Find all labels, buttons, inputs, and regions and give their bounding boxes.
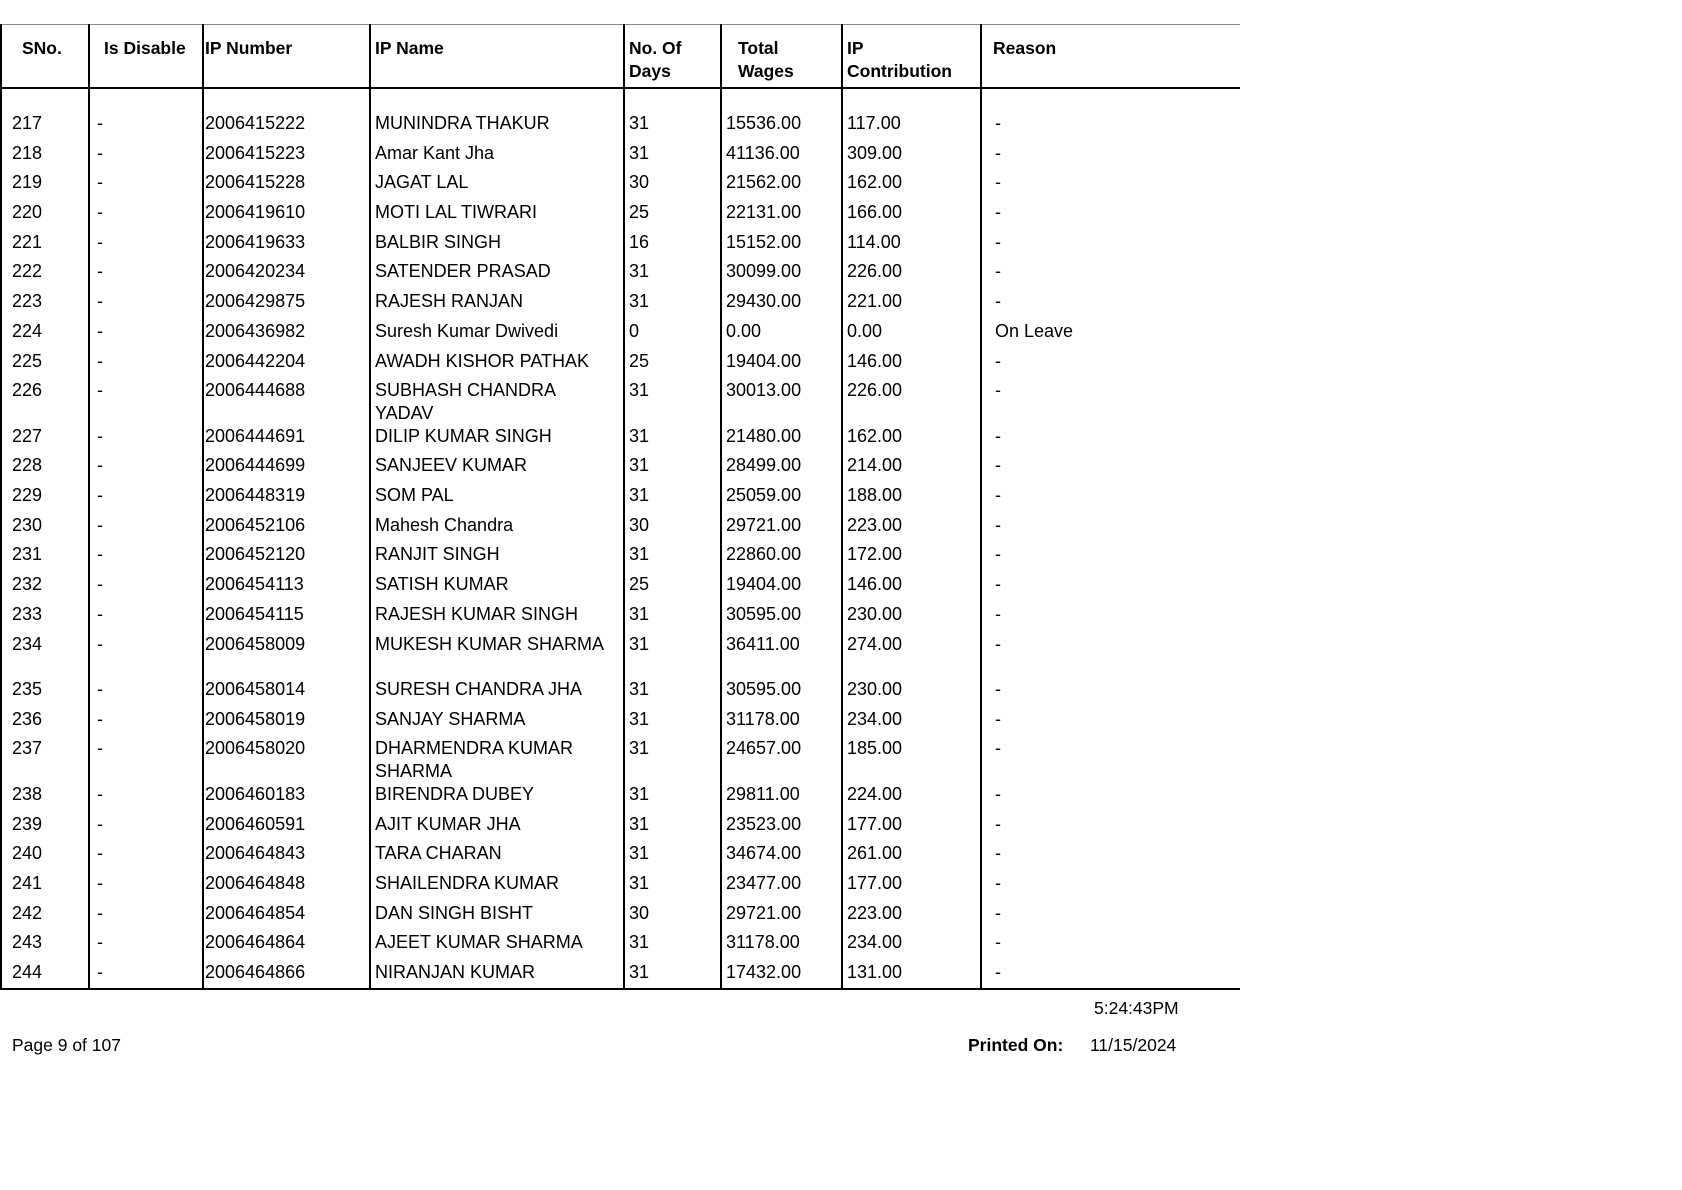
table-row [0, 164, 1240, 194]
column-header-line: Total [738, 38, 779, 58]
cell-is-disable: - [97, 380, 103, 401]
cell-days: 31 [629, 425, 650, 446]
table-row [0, 194, 1240, 224]
cell-sno: 233 [12, 603, 43, 624]
cell-days: 31 [629, 708, 650, 729]
cell-reason: - [995, 514, 1001, 535]
cell-is-disable: - [97, 425, 103, 446]
cell-wages: 28499.00 [726, 455, 802, 476]
cell-is-disable: - [97, 202, 103, 223]
column-header-line: IP Number [205, 38, 293, 58]
cell-is-disable: - [97, 261, 103, 282]
column-header-line: Contribution [847, 61, 952, 81]
cell-ip-number: 2006444699 [205, 455, 306, 476]
cell-days: 30 [629, 514, 650, 535]
cell-wages: 24657.00 [726, 738, 802, 759]
cell-wages: 23477.00 [726, 872, 802, 893]
cell-reason: - [995, 679, 1001, 699]
cell-reason: - [995, 113, 1001, 133]
cell-is-disable: - [97, 544, 103, 565]
cell-contribution: 234.00 [847, 708, 903, 729]
cell-is-disable: - [97, 603, 103, 624]
cell-sno: 220 [12, 202, 43, 223]
cell-reason: - [995, 544, 1001, 565]
cell-ip-number: 2006420234 [205, 261, 306, 282]
cell-days: 31 [629, 843, 650, 864]
cell-days: 31 [629, 455, 650, 476]
column-divider [841, 24, 843, 990]
table-row [0, 372, 1240, 423]
table-body [0, 89, 1240, 984]
cell-wages: 29811.00 [726, 783, 800, 804]
cell-ip-number: 2006415223 [205, 142, 306, 163]
cell-sno: 230 [12, 514, 43, 535]
cell-ip-number: 2006458014 [205, 679, 306, 699]
cell-days: 30 [629, 902, 650, 923]
cell-ip-name: MOTI LAL TIWRARI [375, 202, 538, 223]
table-row [0, 343, 1240, 373]
table-row [0, 954, 1240, 984]
cell-reason: - [995, 603, 1001, 624]
cell-sno: 237 [12, 738, 43, 759]
cell-sno: 242 [12, 902, 43, 923]
cell-sno: 241 [12, 872, 43, 893]
cell-is-disable: - [97, 142, 103, 163]
table-row [0, 835, 1240, 865]
cell-contribution: 162.00 [847, 425, 903, 446]
cell-contribution: 114.00 [847, 231, 901, 252]
cell-reason: - [995, 708, 1001, 729]
cell-sno: 229 [12, 485, 43, 506]
column-header-contribution [847, 25, 952, 87]
cell-days: 31 [629, 872, 650, 893]
cell-days: 31 [629, 380, 650, 401]
cell-sno: 227 [12, 425, 43, 446]
cell-days: 31 [629, 679, 650, 699]
cell-is-disable: - [97, 962, 103, 982]
cell-ip-number: 2006458020 [205, 738, 306, 759]
table-row [0, 283, 1240, 313]
cell-ip-name: DAN SINGH BISHT [375, 902, 534, 923]
cell-ip-number: 2006442204 [205, 350, 306, 371]
column-header-line: IP [847, 38, 864, 58]
cell-days: 31 [629, 603, 650, 624]
column-header-line: Is Disable [104, 38, 186, 58]
cell-ip-number: 2006454113 [205, 574, 304, 595]
cell-sno: 225 [12, 350, 43, 371]
cell-wages: 0.00 [726, 320, 762, 341]
cell-wages: 30595.00 [726, 679, 802, 699]
cell-ip-name: MUKESH KUMAR SHARMA [375, 633, 605, 654]
cell-ip-name: SHAILENDRA KUMAR [375, 872, 560, 893]
cell-ip-name: DILIP KUMAR SINGH [375, 425, 552, 446]
cell-wages: 21480.00 [726, 425, 802, 446]
cell-contribution: 146.00 [847, 350, 903, 371]
cell-contribution: 117.00 [847, 113, 901, 133]
cell-days: 31 [629, 932, 650, 953]
cell-reason: - [995, 425, 1001, 446]
cell-contribution: 188.00 [847, 485, 903, 506]
cell-sno: 235 [12, 679, 43, 699]
table-row [0, 135, 1240, 165]
cell-ip-number: 2006464866 [205, 962, 306, 982]
cell-is-disable: - [97, 679, 103, 699]
cell-ip-number: 2006454115 [205, 603, 304, 624]
table-row [0, 313, 1240, 343]
table-row [0, 566, 1240, 596]
table-row [0, 865, 1240, 895]
table-row [0, 418, 1240, 448]
cell-contribution: 221.00 [847, 291, 903, 312]
cell-contribution: 226.00 [847, 380, 903, 401]
cell-wages: 15536.00 [726, 113, 802, 133]
cell-days: 31 [629, 962, 650, 982]
cell-wages: 22860.00 [726, 544, 802, 565]
cell-ip-name: SURESH CHANDRA JHA [375, 679, 583, 699]
cell-ip-number: 2006458009 [205, 633, 306, 654]
cell-ip-number: 2006444691 [205, 425, 306, 446]
cell-days: 0 [629, 320, 640, 341]
cell-ip-number: 2006464843 [205, 843, 306, 864]
cell-wages: 29721.00 [726, 514, 802, 535]
cell-reason: - [995, 843, 1001, 864]
cell-reason: - [995, 738, 1001, 759]
cell-reason: - [995, 261, 1001, 282]
cell-is-disable: - [97, 291, 103, 312]
cell-is-disable: - [97, 574, 103, 595]
cell-sno: 219 [12, 172, 43, 193]
cell-ip-name: SOM PAL [375, 485, 454, 506]
table-row [0, 895, 1240, 925]
column-header-line: Reason [993, 38, 1057, 58]
cell-reason: - [995, 380, 1001, 401]
table-row [0, 447, 1240, 477]
cell-ip-number: 2006448319 [205, 485, 306, 506]
cell-is-disable: - [97, 843, 103, 864]
cell-reason: - [995, 202, 1001, 223]
cell-days: 30 [629, 172, 650, 193]
column-header-wages [738, 25, 794, 87]
cell-sno: 223 [12, 291, 43, 312]
cell-ip-name: AJIT KUMAR JHA [375, 813, 521, 834]
cell-sno: 226 [12, 380, 43, 401]
cell-contribution: 226.00 [847, 261, 903, 282]
cell-sno: 243 [12, 932, 43, 953]
cell-ip-name: NIRANJAN KUMAR [375, 962, 536, 982]
cell-ip-number: 2006458019 [205, 708, 306, 729]
cell-sno: 217 [12, 113, 43, 133]
cell-ip-number: 2006444688 [205, 380, 306, 401]
table-row [0, 924, 1240, 954]
cell-sno: 236 [12, 708, 43, 729]
cell-ip-name: BIRENDRA DUBEY [375, 783, 535, 804]
cell-wages: 15152.00 [726, 231, 802, 252]
cell-wages: 19404.00 [726, 574, 802, 595]
cell-ip-name: RAJESH KUMAR SINGH [375, 603, 579, 624]
cell-is-disable: - [97, 455, 103, 476]
cell-reason: - [995, 902, 1001, 923]
cell-wages: 34674.00 [726, 843, 802, 864]
column-header-is-disable [104, 25, 186, 87]
cell-is-disable: - [97, 872, 103, 893]
cell-wages: 19404.00 [726, 350, 802, 371]
column-divider [980, 24, 982, 990]
cell-contribution: 177.00 [847, 872, 903, 893]
cell-is-disable: - [97, 350, 103, 371]
cell-reason: - [995, 813, 1001, 834]
cell-sno: 234 [12, 633, 43, 654]
cell-ip-number: 2006452106 [205, 514, 306, 535]
column-header-ip-number [205, 25, 292, 87]
cell-sno: 244 [12, 962, 43, 982]
cell-wages: 30013.00 [726, 380, 802, 401]
cell-days: 25 [629, 350, 650, 371]
cell-sno: 240 [12, 843, 43, 864]
cell-contribution: 0.00 [847, 320, 883, 341]
cell-days: 31 [629, 291, 650, 312]
cell-is-disable: - [97, 320, 103, 341]
column-header-line: IP Name [375, 38, 444, 58]
cell-reason: - [995, 872, 1001, 893]
cell-contribution: 230.00 [847, 679, 903, 699]
cell-is-disable: - [97, 231, 103, 252]
table-row [0, 507, 1240, 537]
cell-days: 31 [629, 261, 650, 282]
cell-ip-name: Suresh Kumar Dwivedi [375, 320, 559, 341]
cell-reason: - [995, 783, 1001, 804]
cell-wages: 30099.00 [726, 261, 802, 282]
cell-ip-name: RANJIT SINGH [375, 544, 500, 565]
cell-ip-name: SATISH KUMAR [375, 574, 509, 595]
cell-ip-name: DHARMENDRA KUMAR SHARMA [375, 738, 574, 781]
cell-wages: 41136.00 [726, 142, 800, 163]
cell-days: 31 [629, 633, 650, 654]
cell-reason: - [995, 142, 1001, 163]
column-header-line: Wages [738, 61, 794, 81]
column-divider [623, 24, 625, 990]
cell-ip-number: 2006460591 [205, 813, 306, 834]
cell-contribution: 230.00 [847, 603, 903, 624]
column-divider [720, 24, 722, 990]
cell-ip-number: 2006415222 [205, 113, 306, 133]
cell-ip-number: 2006419633 [205, 231, 306, 252]
cell-sno: 238 [12, 783, 43, 804]
cell-contribution: 172.00 [847, 544, 903, 565]
cell-ip-name: SANJEEV KUMAR [375, 455, 528, 476]
cell-days: 31 [629, 738, 650, 759]
cell-sno: 231 [12, 544, 43, 565]
cell-contribution: 309.00 [847, 142, 903, 163]
table-top-spacer [0, 89, 1240, 105]
table-row [0, 477, 1240, 507]
column-header-reason [993, 25, 1056, 87]
cell-sno: 232 [12, 574, 43, 595]
cell-ip-number: 2006436982 [205, 320, 306, 341]
cell-contribution: 223.00 [847, 514, 903, 535]
table-row [0, 730, 1240, 781]
cell-ip-number: 2006464864 [205, 932, 306, 953]
cell-wages: 17432.00 [726, 962, 802, 982]
cell-sno: 221 [12, 231, 43, 252]
table-row [0, 806, 1240, 836]
cell-ip-number: 2006460183 [205, 783, 306, 804]
cell-days: 31 [629, 544, 650, 565]
cell-contribution: 185.00 [847, 738, 903, 759]
column-header-ip-name [375, 25, 444, 87]
table-row [0, 776, 1240, 806]
cell-contribution: 234.00 [847, 932, 903, 953]
cell-is-disable: - [97, 902, 103, 923]
cell-ip-number: 2006452120 [205, 544, 306, 565]
cell-contribution: 162.00 [847, 172, 903, 193]
cell-wages: 22131.00 [726, 202, 802, 223]
cell-wages: 30595.00 [726, 603, 802, 624]
cell-ip-name: BALBIR SINGH [375, 231, 502, 252]
cell-wages: 31178.00 [726, 708, 800, 729]
cell-wages: 21562.00 [726, 172, 802, 193]
table-row [0, 701, 1240, 731]
cell-reason: - [995, 932, 1001, 953]
cell-ip-name: RAJESH RANJAN [375, 291, 524, 312]
cell-days: 31 [629, 813, 650, 834]
table-header [0, 24, 1240, 89]
table-row [0, 224, 1240, 254]
cell-days: 31 [629, 783, 650, 804]
column-divider [202, 24, 204, 990]
cell-sno: 218 [12, 142, 43, 163]
table-left-border [0, 24, 2, 990]
cell-days: 31 [629, 485, 650, 506]
cell-contribution: 261.00 [847, 843, 903, 864]
cell-is-disable: - [97, 113, 103, 133]
cell-contribution: 166.00 [847, 202, 903, 223]
cell-days: 25 [629, 202, 650, 223]
cell-wages: 31178.00 [726, 932, 800, 953]
table-row [0, 536, 1240, 566]
cell-ip-name: SANJAY SHARMA [375, 708, 526, 729]
cell-wages: 29721.00 [726, 902, 802, 923]
cell-ip-name: AJEET KUMAR SHARMA [375, 932, 583, 953]
cell-contribution: 224.00 [847, 783, 903, 804]
cell-reason: - [995, 633, 1001, 654]
cell-ip-number: 2006419610 [205, 202, 306, 223]
cell-contribution: 146.00 [847, 574, 903, 595]
cell-ip-name: SUBHASH CHANDRA YADAV [375, 380, 556, 423]
cell-contribution: 177.00 [847, 813, 903, 834]
cell-sno: 222 [12, 261, 43, 282]
cell-reason: - [995, 962, 1001, 982]
cell-is-disable: - [97, 932, 103, 953]
cell-ip-name: AWADH KISHOR PATHAK [375, 350, 590, 371]
printed-on-label: Printed On: [968, 1035, 1064, 1055]
page-number: Page 9 of 107 [12, 1035, 121, 1055]
cell-is-disable: - [97, 708, 103, 729]
cell-reason: - [995, 574, 1001, 595]
cell-days: 16 [629, 231, 650, 252]
cell-contribution: 131.00 [847, 962, 903, 982]
column-header-line: Days [629, 61, 671, 81]
cell-wages: 29430.00 [726, 291, 802, 312]
cell-reason: - [995, 455, 1001, 476]
cell-ip-number: 2006464848 [205, 872, 306, 893]
cell-contribution: 214.00 [847, 455, 903, 476]
cell-ip-name: TARA CHARAN [375, 843, 502, 864]
printed-on-date: 11/15/2024 [1090, 1035, 1177, 1055]
table-row [0, 253, 1240, 283]
cell-days: 25 [629, 574, 650, 595]
cell-ip-name: JAGAT LAL [375, 172, 469, 193]
table-bottom-border [0, 988, 1240, 990]
cell-is-disable: - [97, 813, 103, 834]
cell-sno: 224 [12, 320, 43, 341]
cell-is-disable: - [97, 738, 103, 759]
column-divider [369, 24, 371, 990]
cell-ip-number: 2006464854 [205, 902, 306, 923]
cell-contribution: 274.00 [847, 633, 903, 654]
cell-ip-number: 2006415228 [205, 172, 306, 193]
cell-ip-name: Amar Kant Jha [375, 142, 495, 163]
cell-reason: - [995, 350, 1001, 371]
cell-is-disable: - [97, 633, 103, 654]
table-row [0, 596, 1240, 626]
table-row [0, 671, 1240, 701]
cell-sno: 239 [12, 813, 43, 834]
column-header-line: SNo. [22, 38, 62, 58]
cell-wages: 25059.00 [726, 485, 802, 506]
cell-days: 31 [629, 113, 650, 133]
cell-days: 31 [629, 142, 650, 163]
cell-reason: - [995, 291, 1001, 312]
column-divider [88, 24, 90, 990]
cell-ip-name: MUNINDRA THAKUR [375, 113, 550, 133]
cell-is-disable: - [97, 485, 103, 506]
table-row [0, 626, 1240, 672]
cell-reason: - [995, 172, 1001, 193]
table-row [0, 105, 1240, 135]
cell-contribution: 223.00 [847, 902, 903, 923]
cell-is-disable: - [97, 172, 103, 193]
column-header-days [629, 25, 682, 87]
cell-reason: On Leave [995, 320, 1074, 341]
cell-sno: 228 [12, 455, 43, 476]
print-time: 5:24:43PM [1094, 998, 1179, 1018]
contribution-table [0, 24, 1240, 984]
column-header-line: No. Of [629, 38, 682, 58]
cell-ip-name: Mahesh Chandra [375, 514, 514, 535]
cell-reason: - [995, 485, 1001, 506]
cell-is-disable: - [97, 514, 103, 535]
cell-wages: 36411.00 [726, 633, 800, 654]
cell-reason: - [995, 231, 1001, 252]
column-header-sno [22, 25, 62, 87]
cell-is-disable: - [97, 783, 103, 804]
cell-wages: 23523.00 [726, 813, 802, 834]
cell-ip-name: SATENDER PRASAD [375, 261, 551, 282]
cell-ip-number: 2006429875 [205, 291, 306, 312]
